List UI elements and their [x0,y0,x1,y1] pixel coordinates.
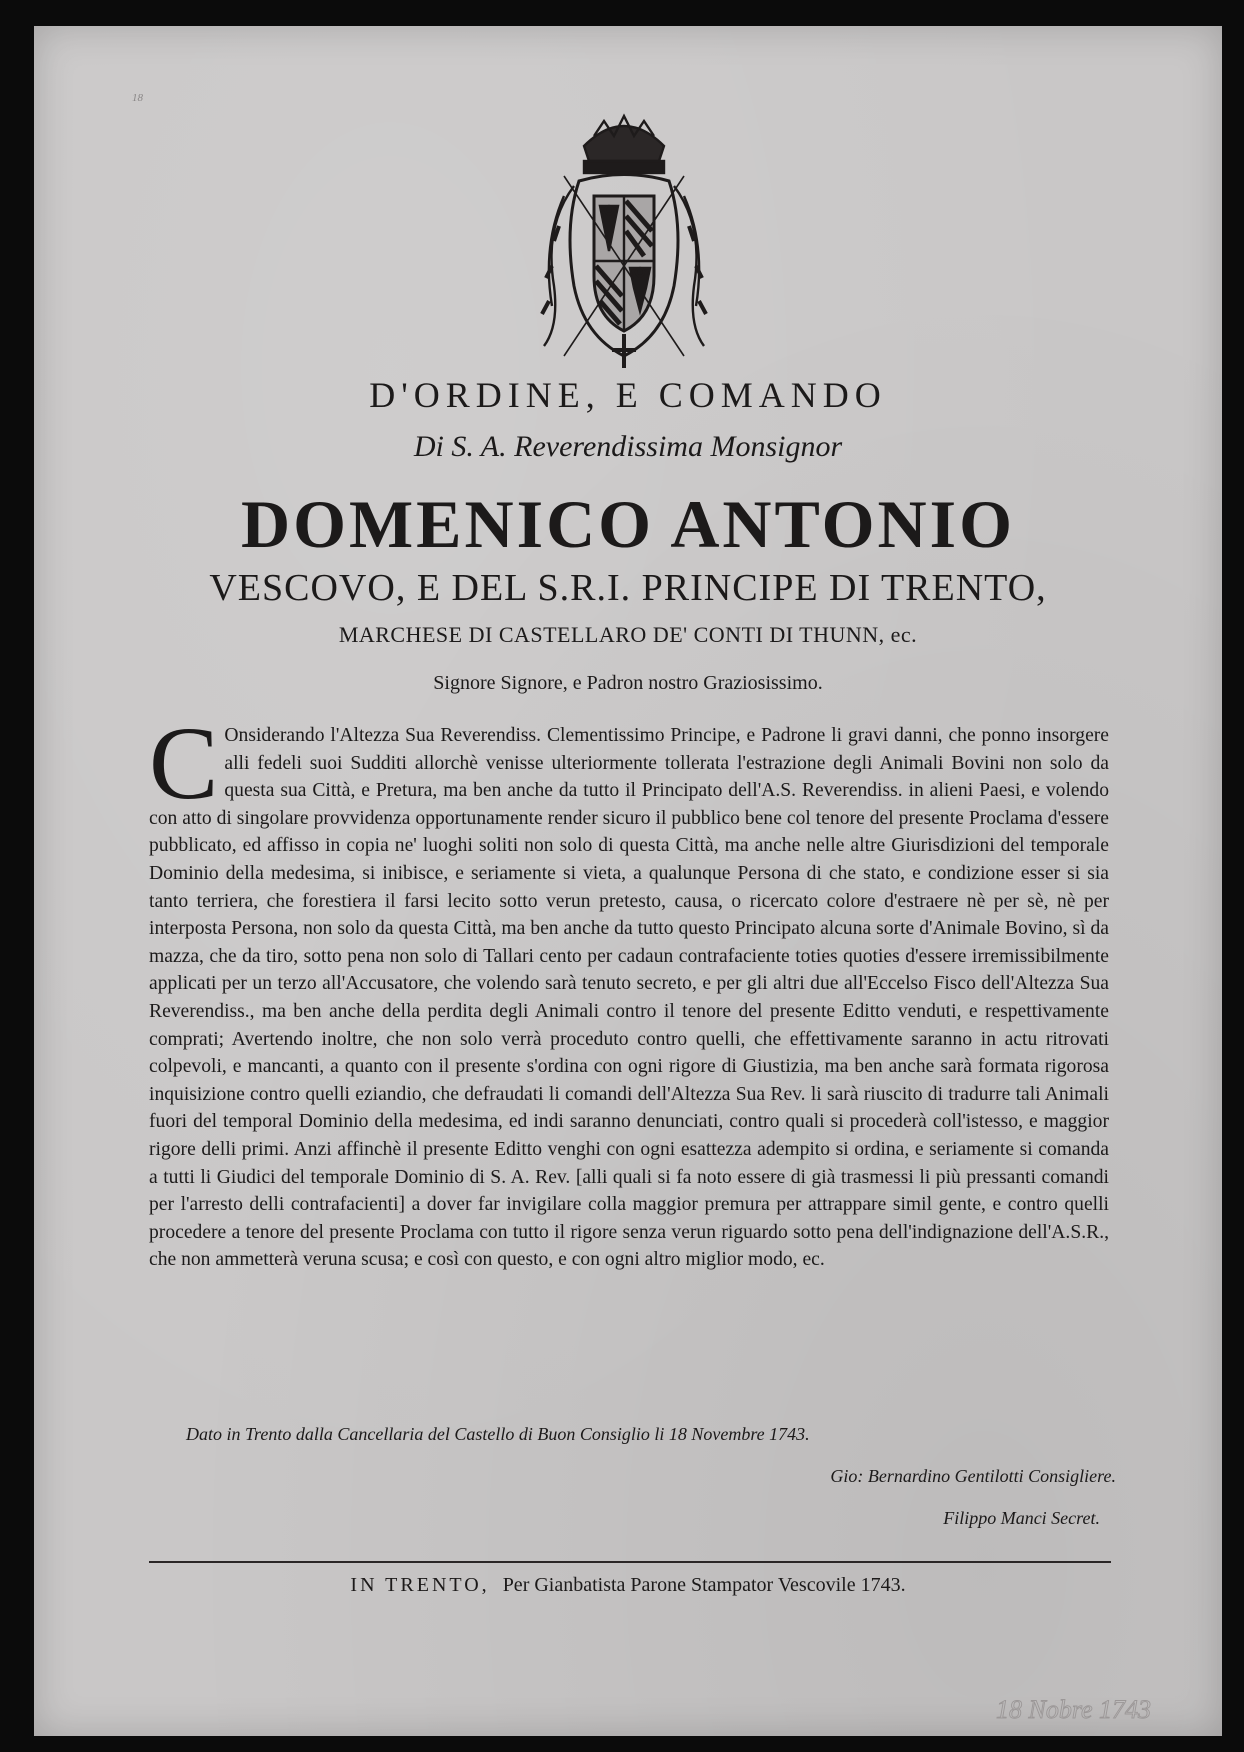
dated-line: Dato in Trento dalla Cancellaria del Castello di Buon Consiglio li 18 Novembre 1743. [186,1424,810,1444]
handwritten-note-text: 18 Nobre 1743 [996,1695,1152,1724]
heading-title-marquis: MARCHESE DI CASTELLARO DE' CONTI DI THUNN, ec. [338,622,918,647]
imprint-printer: Per Gianbatista Parone Stampator Vescovile 1743. [502,1574,906,1596]
imprint-place: IN TRENTO, [350,1574,490,1596]
coat-of-arms [524,106,724,376]
drop-capital: C [149,706,219,821]
heading-name: DOMENICO ANTONIO [240,486,1016,562]
heading-reverend-monsignor: Di S. A. Reverendissima Monsignor [413,430,843,463]
heading-salutation: Signore Signore, e Padron nostro Graziosissimo. [433,672,823,694]
divider-rule [149,1561,1111,1563]
proclamation-body [149,706,1109,1274]
signature-councillor: Gio: Bernardino Gentilotti Consigliere. [830,1466,1116,1486]
proclamation-sheet [34,26,1222,1736]
page-mark: 18 [132,92,143,104]
printer-imprint [34,1574,1222,1597]
signature-secretary: Filippo Manci Secret. [943,1508,1100,1528]
body-paragraph: Onsiderando l'Altezza Sua Reverendiss. Clementissimo Principe, e Padrone li gravi danni, che ponno insorgere alli fedeli suoi Sudditi allorchè venisse ulteriormente tollerata l'estrazione degli Animali Bovini non solo da questa sua Città, e Pretura, ma ben anche da tutto il Principato dell'A.S. Reverendiss. in alieni Paesi, e volendo con atto di singolare provvidenza opportunamente render sicuro il pubblico bene col tenore del presente Proclama d'essere pubblicato, ed affisso in copia ne' luoghi soliti non solo di questa Città, ma anche nelle altre Giurisdizioni del temporale Dominio della medesima, si inibisce, e seriamente si vieta, a qualunque Persona di che stato, e condizione esser si sia tanto terriera, che forestiera il farsi lecito sotto verun pretesto, causa, o ricercato colore d'estraere nè per sè, nè per interposta Persona, non solo da questa Città, ma ben anche da tutto questo Principato alcuna sorte d'Animale Bovino, sì da mazza, che da tiro, sotto pena non solo di Tallari cento per cadaun contrafaciente toties quoties d'essere irremissibilmente applicati per un terzo all'Accusatore, che volendo sarà tenuto secreto, e per gli altri due all'Eccelso Fisco dell'Altezza Sua Reverendiss., ma ben anche della perdita degli Animali contro il tenore del presente Editto venduti, e respettivamente comprati; Avertendo inoltre, che non solo verrà proceduto contro quelli, che effettivamente saranno in actu ritrovati colpevoli, e mancanti, a quanto con il presente s'ordina con ogni rigore di Giustizia, ma ben anche sarà formata rigorosa inquisizione contro quelli eziandio, che defraudati li comandi dell'Altezza Sua Rev. li sarà riuscito di tradurre tali Animali fuori del temporal Dominio della medesima, ed indi saranno denunciati, contro quali si procederà coll'istesso, e maggior rigore delli primi. Anzi affinchè il presente Editto venghi con ogni esattezza adempito si ordina, e seriamente si comanda a tutti li Giudici del temporale Dominio di S. A. Rev. [alli quali si fa noto essere di già trasmessi li più pressanti comandi per l'arresto delli contrafacienti] a dover far invigilare colla maggior premura per attrappare simil gente, e contro quelli procedere a tenore del presente Proclama con tutto il rigore senza verun riguardo sotto pena dell'indignazione dell'A.S.R., che non ammetterà veruna scusa; e così con questo, e con ogni altro miglior modo, ec. [149,725,1109,1271]
heading-order-and-command: D'ORDINE, E COMANDO [369,375,887,415]
heading-title-bishop: VESCOVO, E DEL S.R.I. PRINCIPE DI TRENTO, [209,567,1047,609]
handwritten-note [992,1688,1192,1728]
